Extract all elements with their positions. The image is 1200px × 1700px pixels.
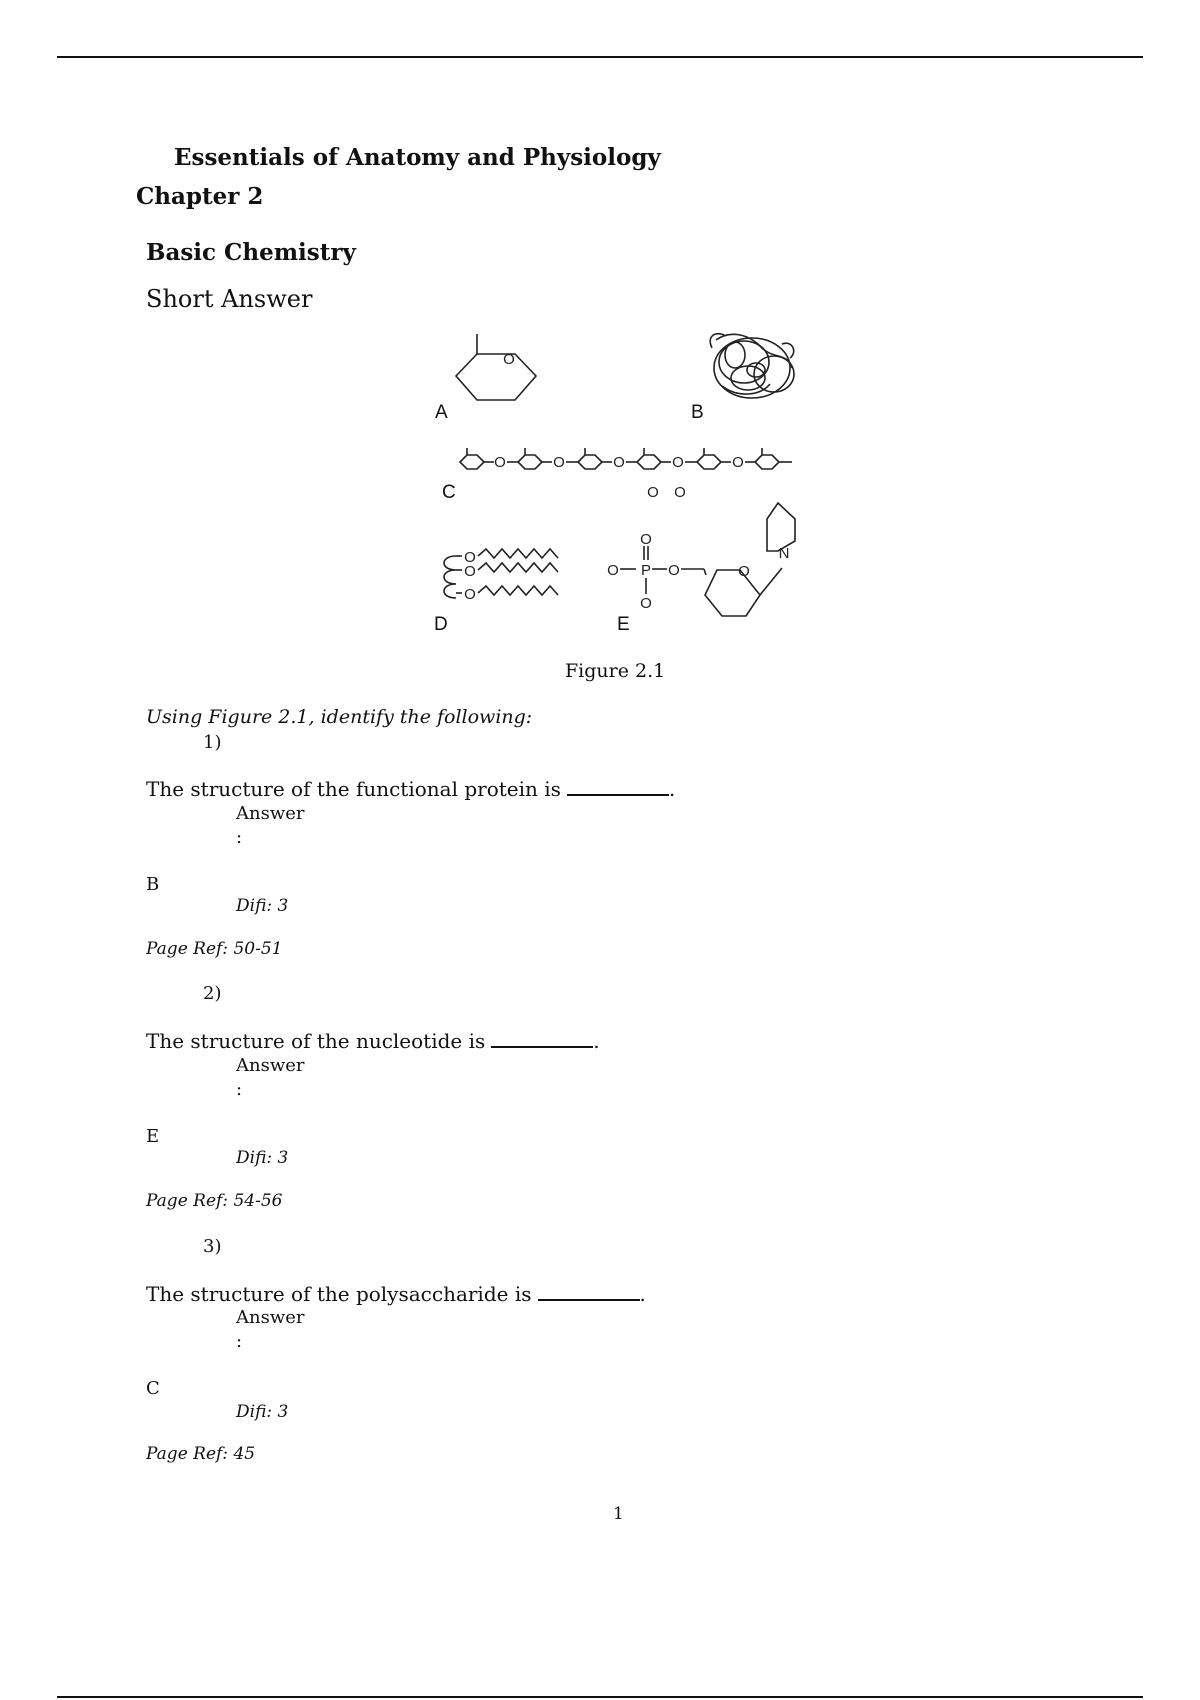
atom-o: O [503, 351, 515, 368]
instructions: Using Figure 2.1, identify the following: [146, 706, 533, 728]
question-text: The structure of the nucleotide is [146, 1029, 486, 1053]
answer-value: B [146, 874, 160, 895]
answer-value: C [146, 1378, 160, 1399]
atom-o: O [464, 586, 476, 603]
answer-blank [491, 1032, 593, 1048]
atom-o: O [607, 562, 619, 579]
atom-o: O [494, 454, 506, 471]
atom-o: O [738, 563, 750, 580]
atom-o: O [647, 484, 659, 501]
atom-o: O [613, 454, 625, 471]
structure-a-monosaccharide [456, 334, 536, 400]
atom-n: N [778, 545, 790, 562]
atom-o: O [464, 563, 476, 580]
page-reference: Page Ref: 54-56 [146, 1191, 283, 1211]
period: . [593, 1029, 600, 1053]
page-reference: Page Ref: 45 [146, 1444, 256, 1464]
answer-blank [567, 780, 669, 796]
section-heading: Basic Chemistry [146, 239, 356, 266]
question-number: 1) [203, 732, 222, 753]
atom-o: O [672, 454, 684, 471]
bottom-rule [57, 1696, 1143, 1698]
figure-label-a: A [435, 402, 448, 423]
atom-o: O [674, 484, 686, 501]
structure-d-triglyceride [444, 549, 558, 598]
answer-colon: : [236, 827, 243, 848]
question-prompt [146, 777, 675, 801]
chapter-heading: Chapter 2 [136, 183, 264, 210]
difficulty: Difi: 3 [236, 1148, 289, 1168]
answer-label: Answer [236, 1307, 305, 1328]
difficulty: Difi: 3 [236, 896, 289, 916]
atom-o: O [640, 531, 652, 548]
subsection-heading: Short Answer [146, 285, 313, 313]
answer-label: Answer [236, 1055, 305, 1076]
page-number: 1 [613, 1504, 624, 1524]
figure-label-c: C [442, 482, 456, 503]
book-title: Essentials of Anatomy and Physiology [174, 144, 661, 171]
question-number: 3) [203, 1236, 222, 1257]
page-reference: Page Ref: 50-51 [146, 939, 283, 959]
figure-label-b: B [691, 402, 704, 423]
answer-label: Answer [236, 803, 305, 824]
structure-b-protein [710, 334, 794, 398]
atom-o: O [668, 562, 680, 579]
question-text: The structure of the polysaccharide is [146, 1282, 532, 1306]
figure-caption: Figure 2.1 [565, 660, 666, 682]
period: . [639, 1282, 646, 1306]
answer-value: E [146, 1126, 160, 1147]
answer-blank [538, 1285, 640, 1301]
answer-colon: : [236, 1331, 243, 1352]
question-text: The structure of the functional protein is [146, 777, 561, 801]
answer-colon: : [236, 1079, 243, 1100]
atom-o: O [732, 454, 744, 471]
figure-2-1 [0, 0, 1200, 660]
difficulty: Difi: 3 [236, 1402, 289, 1422]
question-prompt [146, 1282, 646, 1306]
atom-o: O [640, 595, 652, 612]
atom-o: O [553, 454, 565, 471]
atom-p: P [640, 562, 652, 579]
period: . [668, 777, 676, 801]
figure-label-e: E [617, 614, 630, 635]
question-number: 2) [203, 983, 222, 1004]
figure-label-d: D [434, 614, 448, 635]
atom-o: O [464, 549, 476, 566]
question-prompt [146, 1029, 600, 1053]
